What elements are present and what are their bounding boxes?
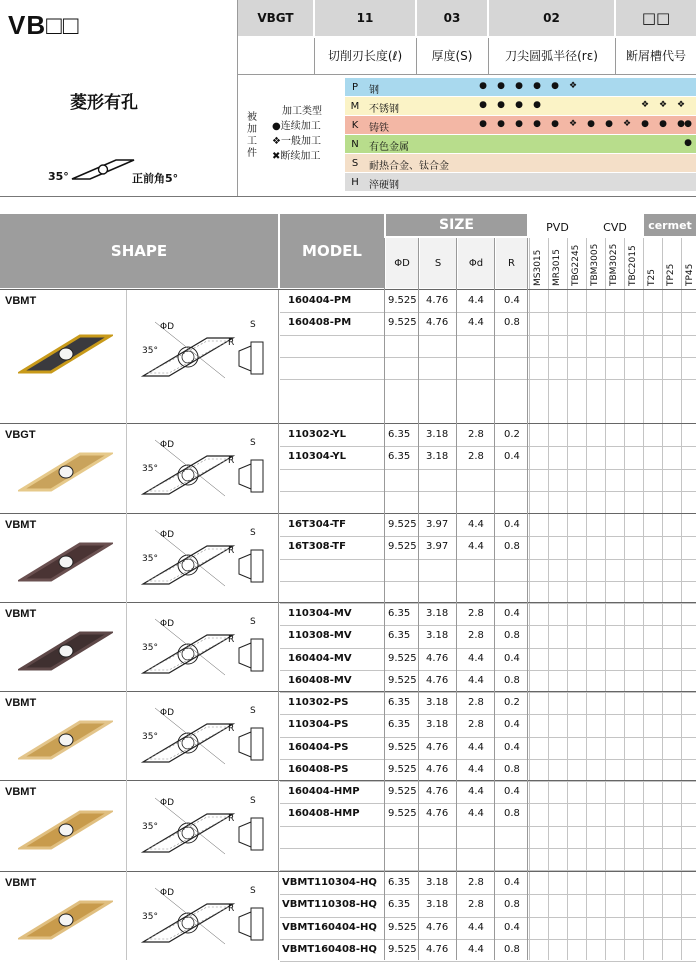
cell-phiD: 6.35 [388, 608, 411, 619]
cell-model: 160404-HMP [288, 786, 360, 797]
table-row [280, 803, 696, 825]
cell-model: 110304-MV [288, 608, 352, 619]
dim-label-S: S [250, 438, 256, 448]
insert-diagram-icon [70, 157, 136, 183]
cell-phiD: 9.525 [388, 317, 417, 329]
cell-phiD: 6.35 [388, 719, 411, 731]
process-title: 加工类型 [282, 106, 322, 117]
table-row [280, 670, 696, 692]
material-name: 不锈钢 [369, 104, 399, 115]
table-row [280, 759, 696, 781]
process-general: ❖一般加工 [272, 136, 321, 147]
dim-label-phiD: ΦD [160, 707, 175, 718]
insert-photo-image [18, 718, 113, 762]
cell-phid: 4.4 [468, 808, 484, 820]
cell-phid: 2.8 [468, 877, 484, 888]
cell-S: 4.76 [426, 921, 449, 933]
size-col-R: R [496, 238, 527, 288]
table-row [280, 714, 696, 736]
dim-label-angle: 35° [142, 731, 158, 742]
dim-label-phiD: ΦD [160, 618, 175, 629]
cell-R: 0.4 [504, 295, 520, 306]
dim-label-R: R [228, 456, 235, 466]
suitability-mark: ● [605, 119, 613, 129]
dim-label-phiD: ΦD [160, 440, 175, 450]
cell-phiD: 6.35 [388, 697, 411, 708]
dim-label-angle: 35° [142, 346, 158, 356]
dim-label-angle: 35° [142, 821, 158, 832]
cell-model: 160404-PS [288, 741, 349, 753]
material-name: 钢 [369, 85, 379, 96]
material-row-s [345, 154, 696, 172]
angle-label-right: 正前角5° [132, 172, 179, 185]
cell-S: 3.18 [426, 451, 449, 463]
cell-model: 16T304-TF [288, 519, 346, 530]
process-legend [272, 104, 322, 164]
product-group [0, 424, 696, 512]
cell-phiD: 9.525 [388, 295, 417, 306]
dim-label-angle: 35° [142, 912, 158, 922]
table-row [280, 737, 696, 759]
cell-phiD: 6.35 [388, 451, 411, 463]
cell-S: 4.76 [426, 295, 449, 306]
product-group [0, 290, 696, 422]
cell-phid: 2.8 [468, 697, 484, 708]
material-row-k [345, 116, 696, 134]
series-name: VBMT [5, 295, 37, 307]
cell-phiD: 9.525 [388, 541, 417, 553]
cell-phid: 2.8 [468, 630, 484, 642]
size-col-S: S [420, 238, 456, 288]
cell-phiD: 9.525 [388, 674, 417, 686]
dim-label-phiD: ΦD [160, 322, 175, 332]
cell-model: VBMT160408-HQ [282, 943, 377, 955]
cell-phid: 2.8 [468, 608, 484, 619]
grade-col-tp25: TP25 [666, 263, 676, 286]
insert-photo-image [18, 808, 113, 852]
cell-phiD: 9.525 [388, 921, 417, 933]
table-row [280, 848, 696, 870]
cell-R: 0.8 [504, 763, 520, 775]
cell-model: VBMT110308-HQ [282, 899, 377, 911]
table-row [280, 781, 696, 803]
cell-phid: 4.4 [468, 786, 484, 797]
suitability-mark: ● [551, 119, 559, 129]
suitability-mark: ● [659, 119, 667, 129]
dim-label-R: R [228, 723, 235, 734]
cell-model: 160408-PM [288, 317, 352, 329]
page-title: VB□□ [8, 10, 80, 40]
table-row [280, 894, 696, 916]
material-row-m [345, 97, 696, 115]
cell-R: 0.8 [504, 541, 520, 553]
material-row-p [345, 78, 696, 96]
label-cutting-length: 切削刃长度(ℓ) [327, 48, 403, 63]
cell-R: 0.4 [504, 741, 520, 753]
grade-col-mr3015: MR3015 [552, 249, 562, 286]
cell-phid: 2.8 [468, 429, 484, 440]
table-row [280, 581, 696, 603]
series-name: VBMT [5, 786, 37, 798]
dim-label-angle: 35° [142, 464, 158, 474]
table-row [280, 536, 696, 558]
cell-R: 0.4 [504, 786, 520, 797]
cell-S: 3.97 [426, 519, 449, 530]
cell-model: 16T308-TF [288, 541, 346, 553]
suitability-mark: ● [497, 81, 505, 91]
material-code: S [351, 157, 359, 169]
product-group [0, 872, 696, 960]
cell-S: 4.76 [426, 943, 449, 955]
cell-phiD: 6.35 [388, 899, 411, 911]
suitability-mark: ● [479, 100, 487, 110]
grade-group-pvd: PVD [529, 218, 586, 236]
grade-col-tbc2015: TBC2015 [628, 245, 638, 286]
cell-S: 3.97 [426, 541, 449, 553]
cell-phid: 4.4 [468, 674, 484, 686]
label-chipbreaker: 断屑槽代号 [625, 48, 686, 63]
label-thickness: 厚度(S) [431, 48, 473, 63]
table-row [280, 939, 696, 961]
dim-label-S: S [250, 527, 256, 538]
cell-model: 160408-MV [288, 674, 352, 686]
grade-col-tbm3005: TBM3005 [590, 243, 600, 286]
cell-S: 4.76 [426, 741, 449, 753]
suitability-mark: ❖ [658, 100, 668, 110]
cell-R: 0.8 [504, 317, 520, 329]
cell-S: 3.18 [426, 697, 449, 708]
suitability-mark: ❖ [622, 119, 632, 129]
table-row [280, 917, 696, 939]
cell-model: VBMT160404-HQ [282, 921, 377, 933]
table-row [280, 312, 696, 334]
cell-S: 4.76 [426, 652, 449, 664]
dim-label-angle: 35° [142, 642, 158, 653]
suitability-mark: ● [533, 119, 541, 129]
suitability-mark: ● [515, 100, 523, 110]
cell-S: 3.18 [426, 429, 449, 440]
series-name: VBMT [5, 519, 37, 531]
cell-phiD: 9.525 [388, 741, 417, 753]
size-col-phid: Φd [458, 238, 494, 288]
cell-S: 3.18 [426, 608, 449, 619]
suitability-mark: ● [551, 81, 559, 91]
product-group [0, 692, 696, 779]
label-nose-radius: 刀尖圆弧半径(rε) [505, 48, 598, 63]
dim-label-phiD: ΦD [160, 797, 175, 808]
table-row [280, 514, 696, 536]
table-row [280, 692, 696, 714]
material-name: 淬硬钢 [369, 180, 399, 191]
suitability-mark: ● [587, 119, 595, 129]
series-name: VBGT [5, 429, 36, 441]
suitability-mark: ● [479, 81, 487, 91]
grade-col-tbg2245: TBG2245 [571, 244, 581, 286]
insert-shape-subtitle: 菱形有孔 [70, 93, 138, 113]
material-name: 耐热合金、钛合金 [369, 161, 449, 172]
dim-label-R: R [228, 813, 235, 824]
cell-phid: 2.8 [468, 719, 484, 731]
dim-label-R: R [228, 634, 235, 645]
cell-S: 4.76 [426, 674, 449, 686]
cell-phid: 2.8 [468, 899, 484, 911]
shape-header: SHAPE [0, 214, 278, 288]
cell-model: 160404-MV [288, 652, 352, 664]
dim-label-S: S [250, 320, 256, 330]
material-name: 铸铁 [369, 123, 389, 134]
series-name: VBMT [5, 608, 37, 620]
cell-R: 0.4 [504, 877, 520, 888]
series-name: VBMT [5, 877, 37, 889]
code-cell-breaker: □□ [616, 0, 696, 36]
table-row [280, 446, 696, 468]
cell-model: 110304-YL [288, 451, 347, 463]
suitability-mark: ● [497, 119, 505, 129]
cell-model: 160408-HMP [288, 808, 360, 820]
suitability-mark: ❖ [568, 119, 578, 129]
cell-model: 110302-YL [288, 429, 347, 440]
cell-phid: 4.4 [468, 541, 484, 553]
grade-group-cermet: cermet [644, 214, 696, 236]
table-row [280, 648, 696, 670]
cell-phid: 4.4 [468, 921, 484, 933]
dim-label-S: S [250, 795, 256, 806]
cell-R: 0.8 [504, 674, 520, 686]
cell-R: 0.4 [504, 451, 520, 463]
suitability-mark: ● [684, 138, 692, 148]
cell-model: 110308-MV [288, 630, 352, 642]
cell-phid: 4.4 [468, 943, 484, 955]
material-code: K [351, 119, 359, 131]
cell-phid: 2.8 [468, 451, 484, 463]
suitability-mark: ● [533, 81, 541, 91]
cell-model: 160408-PS [288, 763, 349, 775]
cell-R: 0.8 [504, 630, 520, 642]
cell-S: 4.76 [426, 317, 449, 329]
cell-phiD: 6.35 [388, 630, 411, 642]
table-row [280, 603, 696, 625]
product-group [0, 603, 696, 690]
cell-phiD: 9.525 [388, 786, 417, 797]
cell-S: 3.18 [426, 719, 449, 731]
cell-R: 0.8 [504, 808, 520, 820]
series-name: VBMT [5, 697, 37, 709]
cell-S: 3.18 [426, 899, 449, 911]
code-cell-thickness: 03 [417, 0, 487, 36]
cell-R: 0.4 [504, 519, 520, 530]
insert-photo-image [18, 629, 113, 673]
insert-photo-image [18, 332, 113, 376]
dim-label-angle: 35° [142, 553, 158, 564]
cell-S: 4.76 [426, 808, 449, 820]
cell-R: 0.8 [504, 899, 520, 911]
cell-model: 110302-PS [288, 697, 349, 708]
insert-photo-image [18, 898, 113, 942]
cell-phiD: 9.525 [388, 808, 417, 820]
cell-phid: 4.4 [468, 519, 484, 530]
angle-label-left: 35° [48, 170, 69, 183]
cell-phiD: 9.525 [388, 763, 417, 775]
cell-R: 0.2 [504, 429, 520, 440]
material-name: 有色金属 [369, 142, 409, 153]
suitability-mark: ● [533, 100, 541, 110]
material-code: M [350, 100, 360, 112]
cell-phid: 4.4 [468, 295, 484, 306]
table-row [280, 559, 696, 581]
cell-S: 3.18 [426, 630, 449, 642]
table-row [280, 357, 696, 379]
cell-R: 0.4 [504, 921, 520, 933]
cell-phiD: 9.525 [388, 943, 417, 955]
grade-col-tbm3025: TBM3025 [609, 243, 619, 286]
material-code: N [351, 138, 359, 150]
cell-phid: 4.4 [468, 763, 484, 775]
code-cell-series: VBGT [238, 0, 313, 36]
cell-phid: 4.4 [468, 317, 484, 329]
table-row [280, 826, 696, 848]
cell-R: 0.4 [504, 719, 520, 731]
table-row [280, 491, 696, 513]
insert-photo-image [18, 540, 113, 584]
table-row [280, 424, 696, 446]
suitability-mark: ● [677, 119, 685, 129]
cell-R: 0.2 [504, 697, 520, 708]
table-row [280, 625, 696, 647]
size-header: SIZE [386, 214, 527, 236]
cell-phid: 4.4 [468, 741, 484, 753]
dim-label-S: S [250, 616, 256, 627]
suitability-mark: ● [641, 119, 649, 129]
cell-S: 3.18 [426, 877, 449, 888]
suitability-mark: ● [515, 81, 523, 91]
grade-group-cvd: CVD [588, 218, 642, 236]
process-interrupted: ✖断续加工 [272, 151, 321, 162]
code-cell-radius: 02 [489, 0, 614, 36]
table-row [280, 872, 696, 894]
dim-label-R: R [228, 338, 235, 348]
grade-col-ms3015: MS3015 [533, 249, 543, 286]
suitability-mark: ● [497, 100, 505, 110]
cell-model: 160404-PM [288, 295, 352, 306]
dim-label-phiD: ΦD [160, 529, 175, 540]
dim-label-R: R [228, 545, 235, 556]
suitability-mark: ● [479, 119, 487, 129]
insert-photo-image [18, 450, 113, 494]
cell-phiD: 6.35 [388, 877, 411, 888]
model-header: MODEL [280, 214, 384, 288]
cell-phiD: 6.35 [388, 429, 411, 440]
cell-phiD: 9.525 [388, 652, 417, 664]
cell-phid: 4.4 [468, 652, 484, 664]
material-row-n [345, 135, 696, 153]
workpiece-label: 被加工件 [247, 112, 257, 159]
material-code: H [351, 176, 359, 188]
cell-model: VBMT110304-HQ [282, 877, 377, 888]
material-row-h [345, 173, 696, 191]
suitability-mark: ❖ [568, 81, 578, 91]
product-group [0, 781, 696, 870]
dim-label-R: R [228, 904, 235, 914]
material-code: P [351, 81, 359, 93]
grade-col-tp45: TP45 [685, 263, 695, 286]
cell-S: 4.76 [426, 763, 449, 775]
suitability-mark: ● [515, 119, 523, 129]
header-left [0, 0, 237, 200]
cell-R: 0.4 [504, 608, 520, 619]
code-cell-length: 11 [315, 0, 415, 36]
cell-R: 0.8 [504, 943, 520, 955]
cell-S: 4.76 [426, 786, 449, 797]
dim-label-S: S [250, 705, 256, 716]
dim-label-S: S [250, 886, 256, 896]
suitability-mark: ● [684, 119, 692, 129]
suitability-mark: ❖ [640, 100, 650, 110]
cell-R: 0.4 [504, 652, 520, 664]
cell-model: 110304-PS [288, 719, 349, 731]
grade-col-t25: T25 [647, 269, 657, 286]
suitability-mark: ❖ [676, 100, 686, 110]
table-row [280, 469, 696, 491]
size-col-phiD: ΦD [386, 238, 418, 288]
table-row [280, 335, 696, 357]
process-continuous: ●连续加工 [272, 121, 321, 132]
cell-phiD: 9.525 [388, 519, 417, 530]
product-group [0, 514, 696, 601]
table-row [280, 290, 696, 312]
dim-label-phiD: ΦD [160, 888, 175, 898]
